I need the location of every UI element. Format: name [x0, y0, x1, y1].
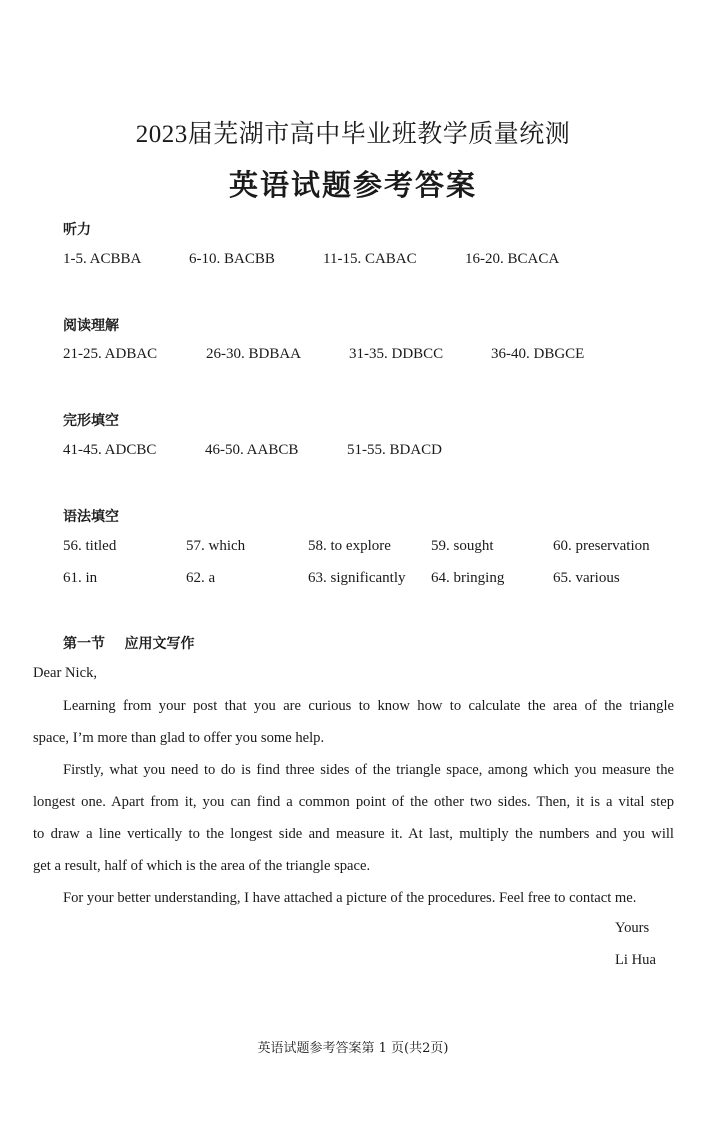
answer-group: 36-40. DBGCE: [491, 346, 585, 362]
grammar-answer: 60. preservation: [553, 538, 650, 554]
letter-salutation: Dear Nick,: [33, 665, 98, 681]
grammar-answer: 57. which: [186, 538, 246, 554]
letter-line: For your better understanding, I have attached a picture of the procedures. Feel free to contact me.: [63, 890, 637, 906]
grammar-answer: 59. sought: [431, 538, 494, 554]
section-heading-listening: 听力: [63, 222, 91, 238]
letter-signature: Li Hua: [615, 952, 656, 968]
answer-group: 46-50. AABCB: [205, 442, 299, 458]
grammar-answer: 65. various: [553, 570, 620, 586]
answer-group: 6-10. BACBB: [189, 251, 275, 267]
section-heading-grammar: 语法填空: [63, 509, 119, 525]
page-footer: 英语试题参考答案第 1 页(共2页): [257, 1041, 449, 1056]
grammar-answer: 58. to explore: [308, 538, 391, 554]
section-heading-cloze: 完形填空: [63, 413, 119, 429]
grammar-answer: 61. in: [63, 570, 98, 586]
answer-group: 21-25. ADBAC: [63, 346, 158, 362]
letter-line: space, I’m more than glad to offer you some help.: [33, 730, 325, 746]
answer-group: 51-55. BDACD: [347, 442, 443, 458]
letter-line: to draw a line vertically to the longest side and measure it. At last, multiply the numbers and you will: [33, 826, 674, 842]
answer-group: 1-5. ACBBA: [63, 251, 142, 267]
answer-group: 11-15. CABAC: [323, 251, 417, 267]
answer-group: 31-35. DDBCC: [349, 346, 444, 362]
answer-group: 26-30. BDBAA: [206, 346, 302, 362]
letter-line: Learning from your post that you are curious to know how to calculate the area of the triangle: [63, 698, 674, 714]
letter-line: Firstly, what you need to do is find three sides of the triangle space, among which you measure the: [63, 762, 674, 778]
answer-group: 16-20. BCACA: [465, 251, 560, 267]
grammar-answer: 64. bringing: [431, 570, 505, 586]
document-subtitle: 英语试题参考答案: [228, 168, 477, 202]
grammar-answer: 62. a: [186, 570, 216, 586]
document-title: 2023届芜湖市高中毕业班教学质量统测: [135, 121, 571, 148]
letter-closing: Yours: [615, 920, 650, 936]
section-heading-writing: 第一节 应用文写作: [63, 636, 195, 652]
grammar-answer: 56. titled: [63, 538, 117, 554]
answer-group: 41-45. ADCBC: [63, 442, 157, 458]
section-heading-reading: 阅读理解: [63, 318, 119, 334]
letter-line: get a result, half of which is the area of the triangle space.: [33, 858, 371, 874]
grammar-answer: 63. significantly: [308, 570, 406, 586]
letter-line: longest one. Apart from it, you can find a common point of the other two sides. Then, it is a vital step: [33, 794, 674, 810]
